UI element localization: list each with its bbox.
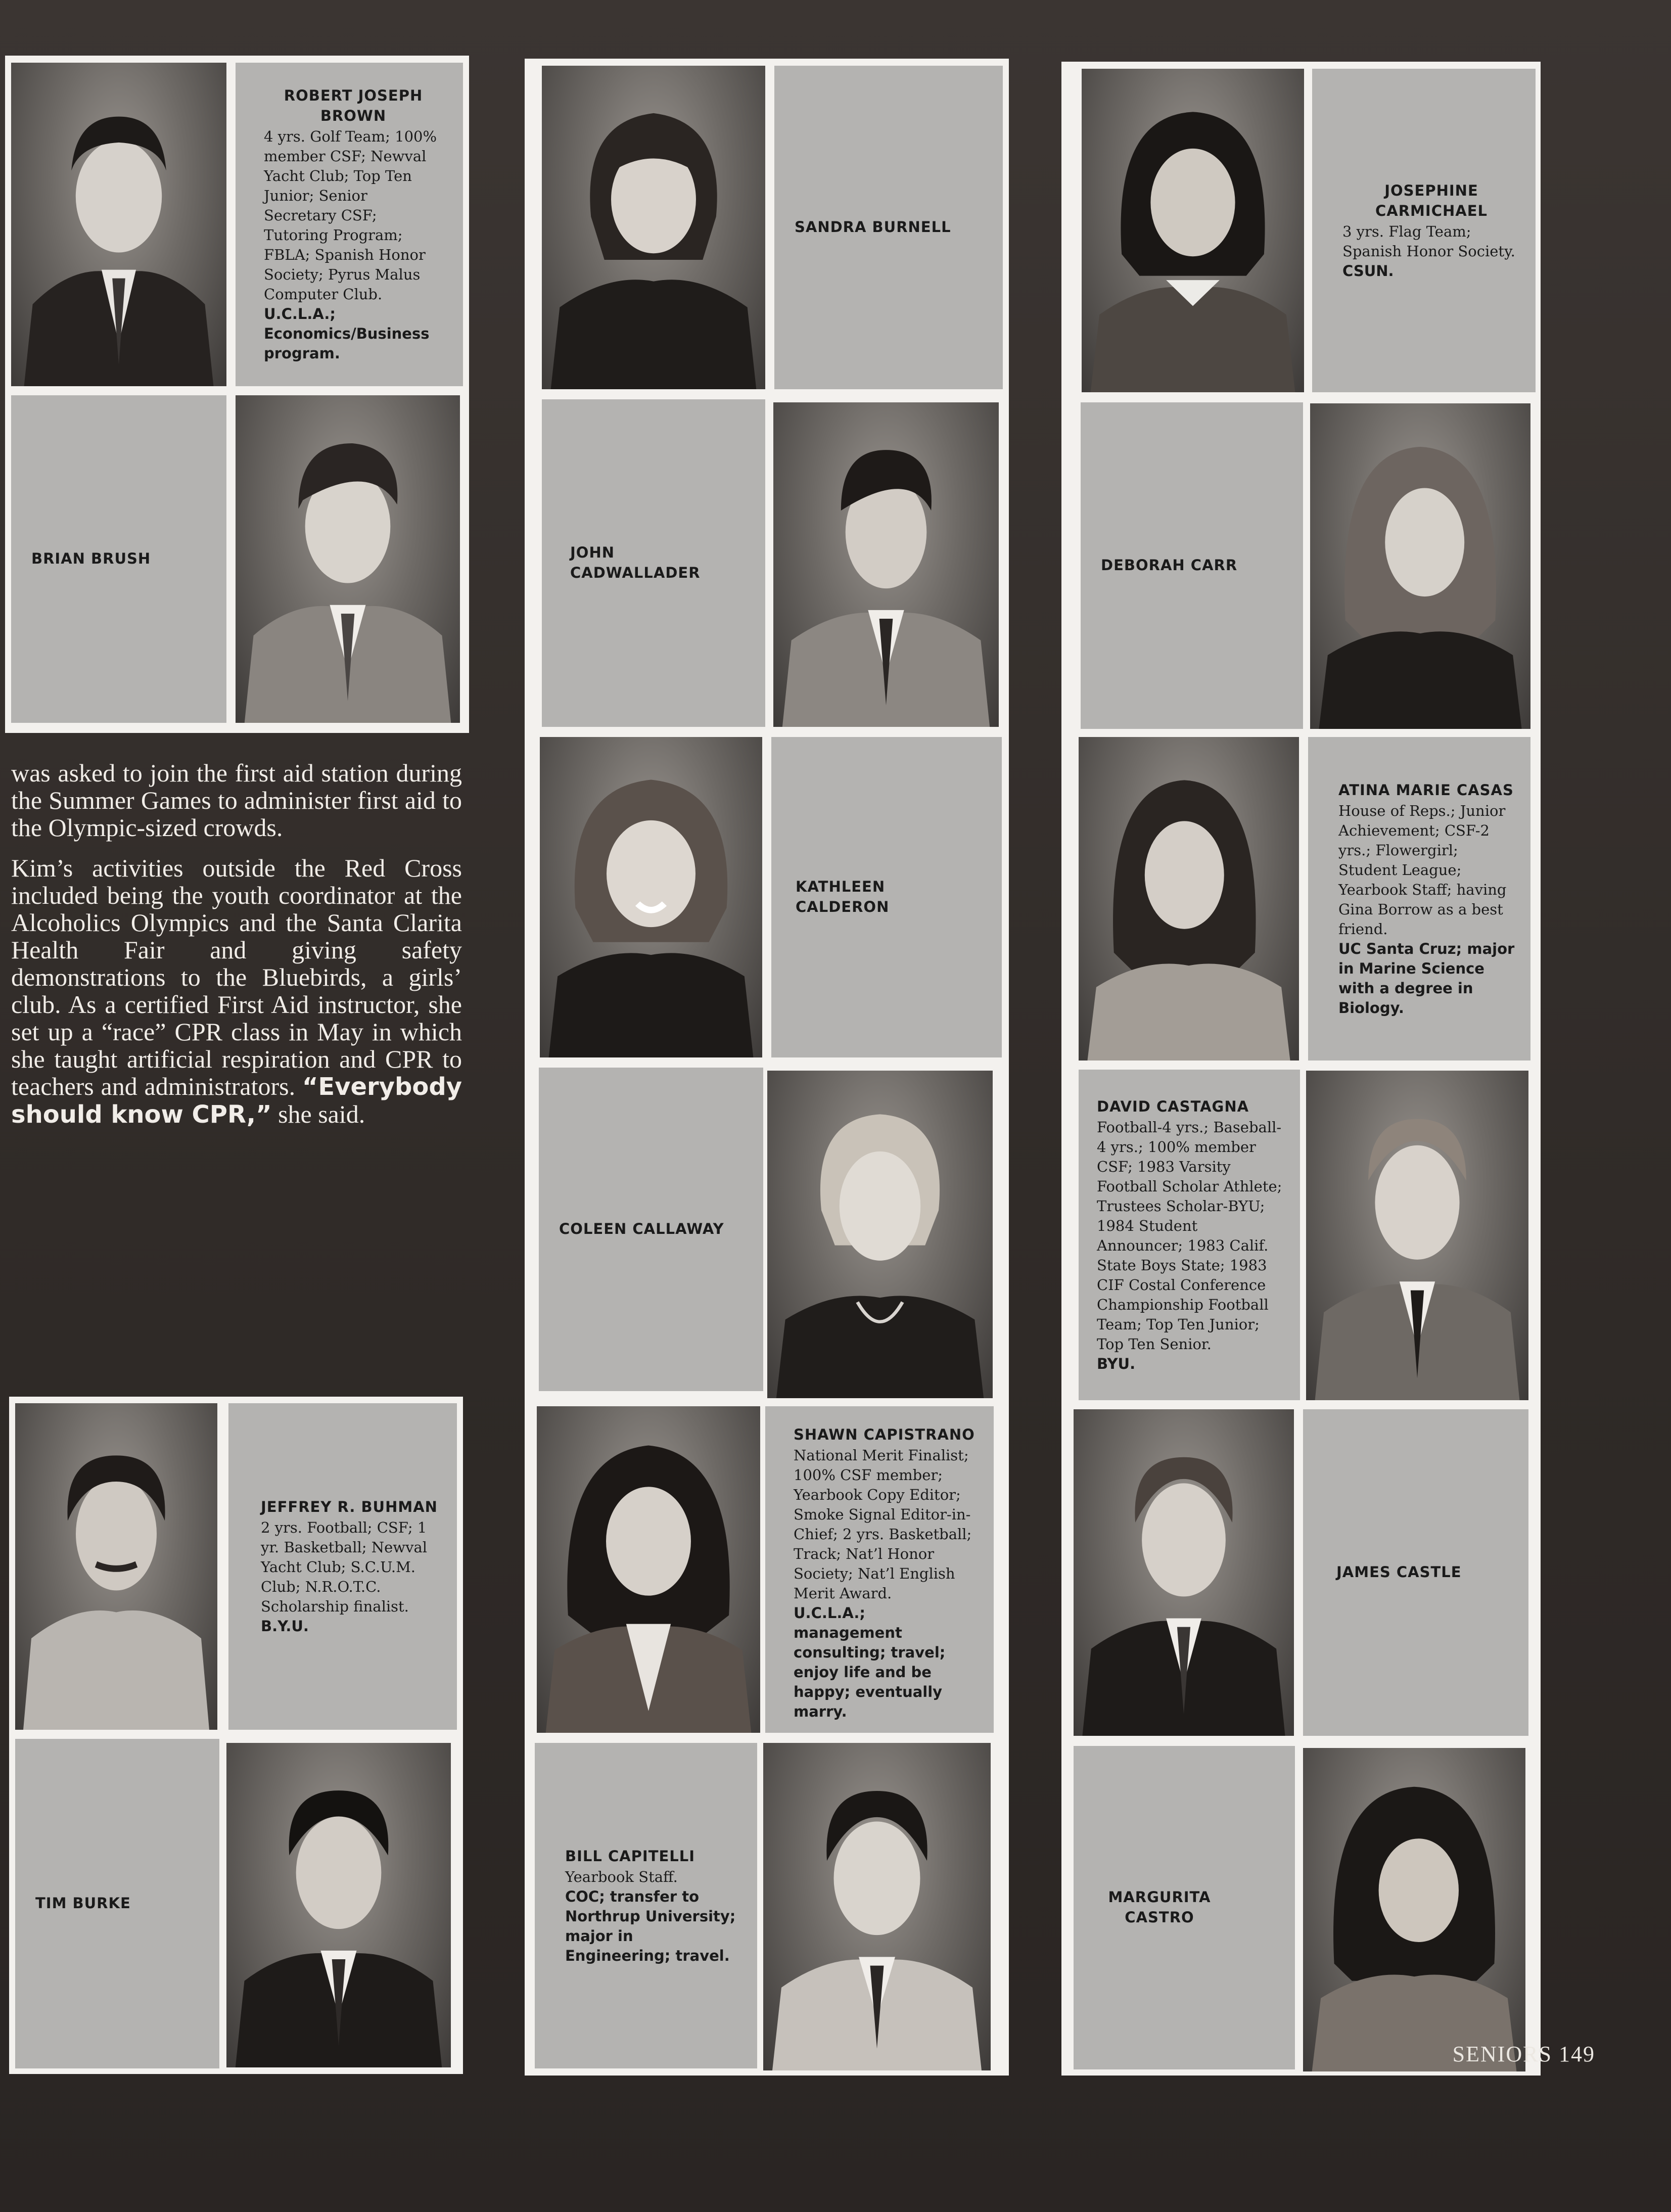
senior-name: MARGURITA CASTRO	[1108, 1888, 1211, 1926]
portrait-photo-icon	[226, 1743, 451, 2067]
portrait-photo-icon	[11, 63, 226, 386]
portrait-margurita-castro	[1303, 1748, 1525, 2071]
feature-story	[11, 759, 462, 1141]
bio-josephine-carmichael	[1312, 69, 1536, 392]
portrait-kathleen-calderon	[540, 737, 762, 1057]
bio-brian-brush	[11, 395, 226, 723]
portrait-atina-casas	[1079, 737, 1299, 1061]
portrait-shawn-capistrano	[537, 1406, 760, 1733]
portrait-photo-icon	[542, 66, 765, 389]
story-paragraph-1: was asked to join the first aid station during the Summer Games to administer first aid to the Olympic-sized crowds.	[11, 759, 462, 842]
senior-plans: CSUN.	[1342, 262, 1394, 280]
bio-tim-burke	[15, 1739, 219, 2068]
senior-name: DEBORAH CARR	[1101, 557, 1238, 574]
bio-bill-capitelli	[535, 1743, 757, 2068]
portrait-photo-icon	[15, 1403, 217, 1730]
story-paragraph-2-text: Kim’s activities outside the Red Cross included being the youth coordinator at the Alcoholics Olympics and the Santa Clarita Health Fair and giving safety demonstrations to the Bluebirds, a girls’ club. As a certified First Aid instructor, she set up a “race” CPR class in May in which she taught artificial respiration and CPR to teachers and administrators.	[11, 854, 462, 1100]
senior-activities: 4 yrs. Golf Team; 100% member CSF; Newval Yacht Club; Top Ten Junior; Senior Secretary CSF; Tutoring Program; FBLA; Spanish Honor Society; Pyrus Malus Computer Club.	[264, 128, 437, 303]
portrait-deborah-carr	[1310, 403, 1530, 729]
senior-name: COLEEN CALLAWAY	[559, 1220, 724, 1237]
portrait-bill-capitelli	[763, 1743, 991, 2070]
senior-plans: B.Y.U.	[261, 1618, 309, 1635]
senior-activities: 2 yrs. Football; CSF; 1 yr. Basketball; Newval Yacht Club; S.C.U.M. Club; N.R.O.T.C. Scholarship finalist.	[261, 1519, 428, 1615]
portrait-josephine-carmichael	[1082, 69, 1304, 392]
senior-activities: Football-4 yrs.; Baseball-4 yrs.; 100% member CSF; 1983 Varsity Football Scholar Athlete; Trustees Scholar-BYU; 1984 Student Announcer; 1983 Calif. State Boys State; 1983 CIF Costal Conference Championship Football Team; Top Ten Junior; Top Ten Senior.	[1097, 1118, 1282, 1353]
bio-margurita-castro	[1074, 1746, 1295, 2069]
bio-james-castle	[1303, 1409, 1528, 1736]
portrait-john-cadwallader	[773, 402, 999, 727]
bio-kathleen-calderon	[771, 737, 1002, 1057]
bio-david-castagna	[1079, 1070, 1300, 1400]
portrait-coleen-callaway	[767, 1071, 993, 1398]
story-paragraph-2	[11, 854, 462, 1128]
bio-coleen-callaway	[539, 1068, 763, 1391]
portrait-photo-icon	[1082, 69, 1304, 392]
bio-sandra-burnell	[774, 66, 1003, 389]
senior-plans: COC; transfer to Northrup University; major in Engineering; travel.	[565, 1887, 736, 1964]
senior-name: BILL CAPITELLI	[565, 1847, 695, 1865]
story-quote: “Everybody should know CPR,”	[11, 1073, 462, 1129]
portrait-photo-icon	[1310, 403, 1530, 729]
portrait-photo-icon	[1306, 1071, 1528, 1400]
senior-plans: BYU.	[1097, 1355, 1136, 1372]
senior-name: SANDRA BURNELL	[795, 218, 951, 236]
bio-atina-casas	[1308, 737, 1530, 1061]
senior-activities: 3 yrs. Flag Team; Spanish Honor Society.	[1342, 222, 1515, 260]
bio-jeffrey-buhman	[228, 1403, 457, 1730]
portrait-james-castle	[1074, 1409, 1294, 1736]
senior-name: JEFFREY R. BUHMAN	[261, 1498, 438, 1515]
senior-plans: U.C.L.A.; management consulting; travel; enjoy life and be happy; eventually marry.	[794, 1604, 946, 1720]
senior-name: JAMES CASTLE	[1336, 1563, 1462, 1581]
portrait-photo-icon	[537, 1406, 760, 1733]
portrait-photo-icon	[773, 402, 999, 727]
portrait-robert-brown	[11, 63, 226, 386]
bio-shawn-capistrano	[765, 1406, 994, 1733]
portrait-photo-icon	[763, 1743, 991, 2070]
senior-name: ROBERT JOSEPH BROWN	[284, 87, 423, 124]
page-footer: SENIORS 149	[1452, 2042, 1595, 2066]
portrait-photo-icon	[1079, 737, 1299, 1061]
senior-name: BRIAN BRUSH	[31, 550, 151, 567]
bio-robert-brown	[236, 63, 463, 386]
portrait-photo-icon	[1074, 1409, 1294, 1736]
portrait-photo-icon	[1303, 1748, 1525, 2071]
bio-john-cadwallader	[542, 399, 765, 727]
portrait-tim-burke	[226, 1743, 451, 2067]
portrait-jeffrey-buhman	[15, 1403, 217, 1730]
senior-activities: House of Reps.; Junior Achievement; CSF-2 yrs.; Flowergirl; Student League; Yearbook Staff; having Gina Borrow as a best friend.	[1338, 802, 1507, 938]
senior-activities: Yearbook Staff.	[565, 1868, 678, 1885]
senior-name: TIM BURKE	[35, 1895, 131, 1912]
senior-name: JOSEPHINE CARMICHAEL	[1375, 181, 1488, 219]
senior-name: KATHLEEN CALDERON	[796, 878, 890, 915]
portrait-sandra-burnell	[542, 66, 765, 389]
senior-activities: National Merit Finalist; 100% CSF member; Yearbook Copy Editor; Smoke Signal Editor-in-Chief; 2 yrs. Basketball; Track; Nat’l Honor Society; Nat’l English Merit Award.	[794, 1447, 972, 1602]
portrait-photo-icon	[767, 1071, 993, 1398]
senior-name: DAVID CASTAGNA	[1097, 1097, 1249, 1115]
portrait-david-castagna	[1306, 1071, 1528, 1400]
portrait-brian-brush	[236, 395, 460, 723]
story-paragraph-2-end: she said.	[278, 1100, 365, 1128]
senior-plans: UC Santa Cruz; major in Marine Science with a degree in Biology.	[1338, 940, 1515, 1017]
bio-deborah-carr	[1081, 402, 1303, 729]
senior-plans: U.C.L.A.; Economics/Business program.	[264, 305, 430, 362]
senior-name: JOHN CADWALLADER	[570, 544, 701, 581]
senior-name: ATINA MARIE CASAS	[1338, 781, 1514, 799]
portrait-photo-icon	[540, 737, 762, 1057]
senior-name: SHAWN CAPISTRANO	[794, 1426, 975, 1443]
portrait-photo-icon	[236, 395, 460, 723]
